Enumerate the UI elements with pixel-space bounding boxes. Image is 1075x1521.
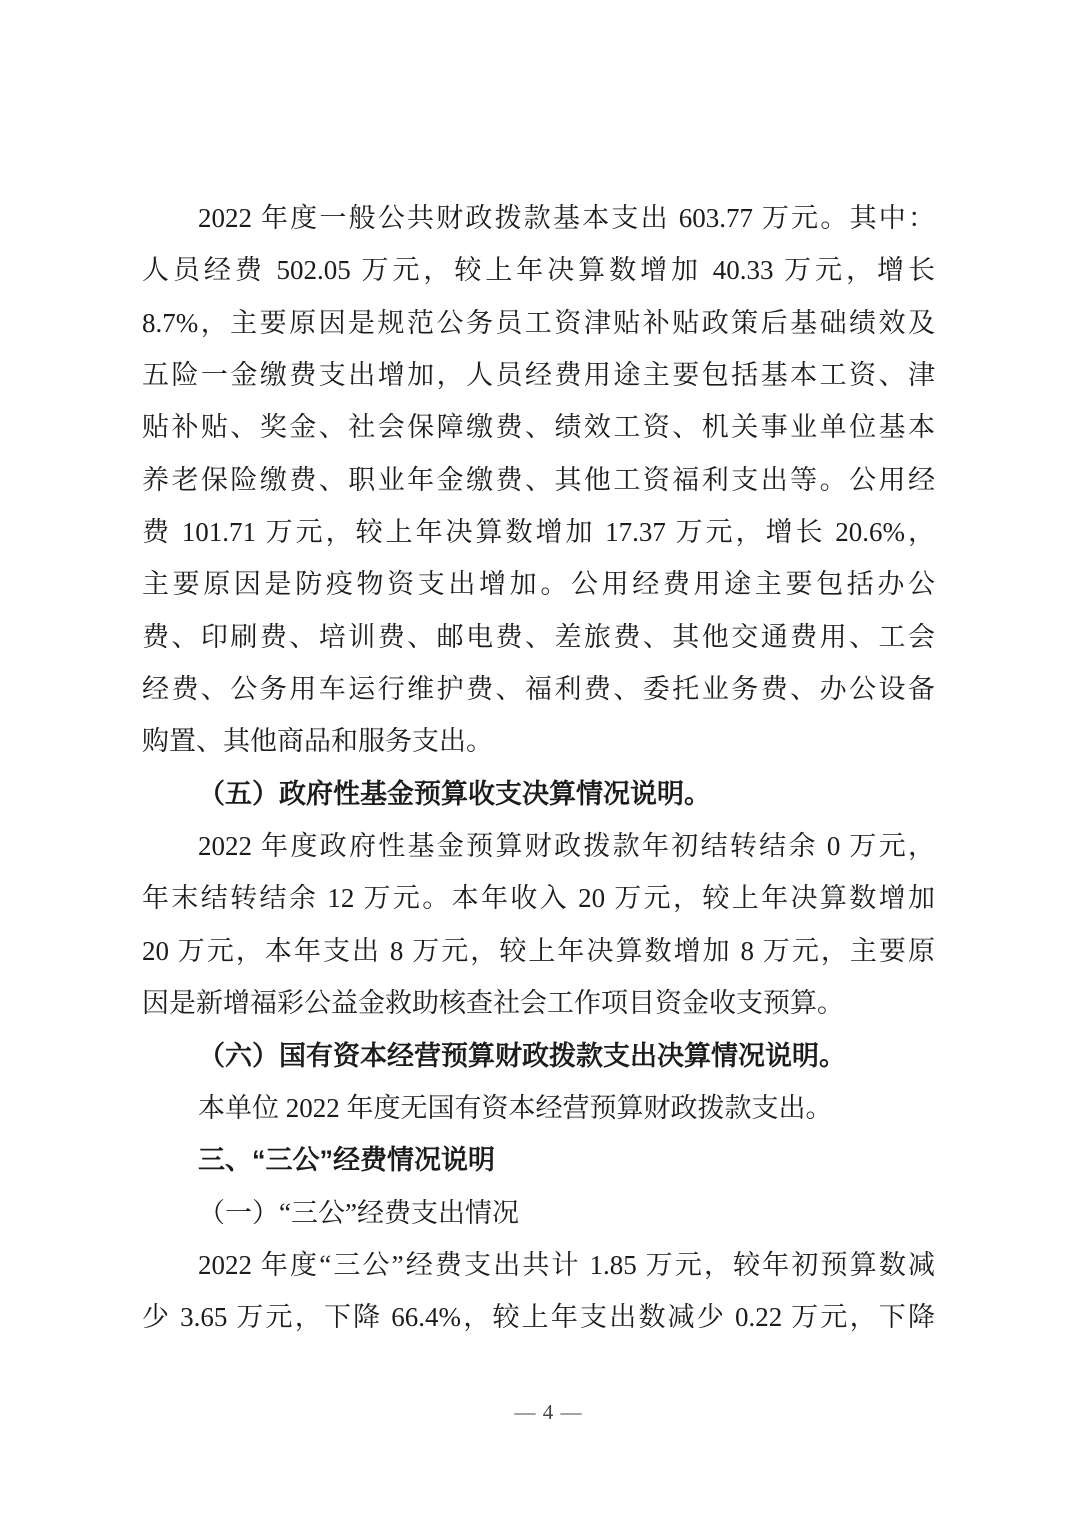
page-number: — 4 — [514, 1400, 583, 1424]
text-line: 2022 年度一般公共财政拨款基本支出 603.77 万元。其中： [198, 203, 935, 233]
text-line: 主要原因是防疫物资支出增加。公用经费用途主要包括办公 [142, 569, 935, 600]
paragraph-basic-expenditure [142, 192, 935, 768]
heading-section-1 [142, 1187, 935, 1239]
heading-line: （六）国有资本经营预算财政拨款支出决算情况说明。 [198, 1040, 846, 1071]
text-line: 人员经费 502.05 万元，较上年决算数增加 40.33 万元，增长 [142, 255, 935, 286]
heading-line: （五）政府性基金预算收支决算情况说明。 [198, 778, 711, 809]
heading-section-5 [142, 768, 935, 820]
heading-line: （一）“三公”经费支出情况 [198, 1197, 519, 1228]
text-line: 因是新增福彩公益金救助核查社会工作项目资金收支预算。 [142, 988, 844, 1019]
paragraph-state-capital [142, 1082, 935, 1134]
paragraph-government-fund [142, 820, 935, 1029]
text-line: 费、印刷费、培训费、邮电费、差旅费、其他交通费用、工会 [142, 621, 935, 652]
paragraph-three-public-expense [142, 1239, 935, 1344]
text-line: 费 101.71 万元，较上年决算数增加 17.37 万元，增长 20.6%， [142, 517, 935, 548]
text-line: 购置、其他商品和服务支出。 [142, 726, 493, 757]
text-line: 本单位 2022 年度无国有资本经营预算财政拨款支出。 [198, 1092, 833, 1123]
heading-chapter-3 [142, 1134, 935, 1186]
text-line: 年末结转结余 12 万元。本年收入 20 万元，较上年决算数增加 [142, 883, 935, 914]
text-line: 贴补贴、奖金、社会保障缴费、绩效工资、机关事业单位基本 [142, 412, 935, 443]
heading-line: 三、“三公”经费情况说明 [198, 1145, 495, 1176]
text-line: 少 3.65 万元，下降 66.4%，较上年支出数减少 0.22 万元，下降 [142, 1302, 935, 1333]
text-line: 8.7%，主要原因是规范公务员工资津贴补贴政策后基础绩效及 [142, 307, 935, 338]
text-line: 经费、公务用车运行维护费、福利费、委托业务费、办公设备 [142, 674, 935, 705]
text-line: 五险一金缴费支出增加，人员经费用途主要包括基本工资、津 [142, 360, 935, 391]
text-line: 20 万元，本年支出 8 万元，较上年决算数增加 8 万元，主要原 [142, 935, 935, 966]
document-body [142, 192, 935, 1344]
heading-section-6 [142, 1030, 935, 1082]
text-line: 养老保险缴费、职业年金缴费、其他工资福利支出等。公用经 [142, 464, 935, 495]
text-line: 2022 年度政府性基金预算财政拨款年初结转结余 0 万元， [198, 831, 935, 862]
text-line: 2022 年度“三公”经费支出共计 1.85 万元，较年初预算数减 [198, 1249, 935, 1280]
